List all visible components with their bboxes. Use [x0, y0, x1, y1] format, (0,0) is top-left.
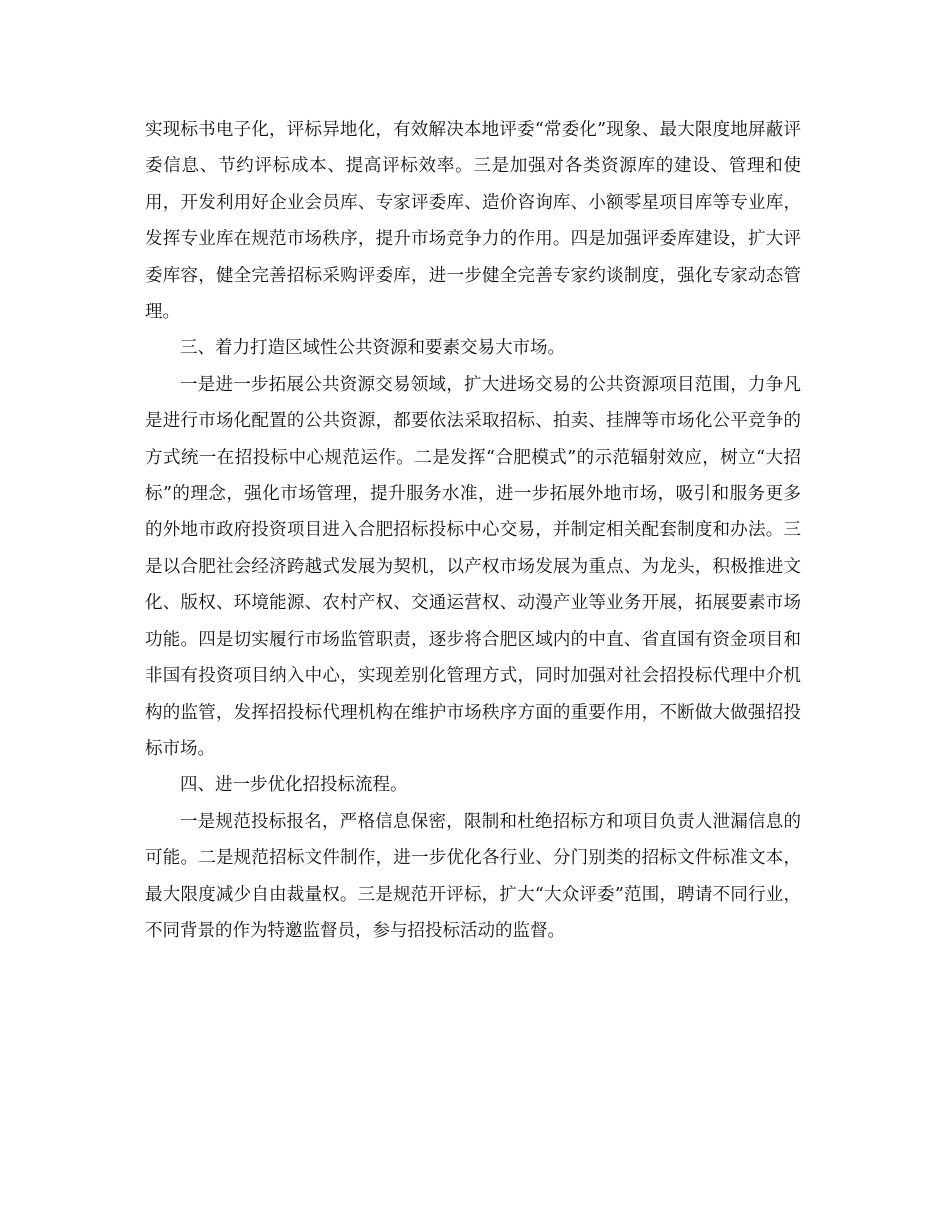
section-heading-four: 四、进一步优化招投标流程。 [180, 775, 408, 796]
document-body [145, 112, 801, 949]
paragraph-continuation: 实现标书电子化，评标异地化，有效解决本地评委“常委化”现象、最大限度地屏蔽评委信息、节约评标成本、提高评标效率。三是加强对各类资源库的建设、管理和使用，开发利用好企业会员库、专家评委库、造价咨询库、小额零星项目库等专业库，发挥专业库在规范市场秩序，提升市场竞争力的作用。四是加强评委库建设，扩大评委库容，健全完善招标采购评委库，进一步健全完善专家约谈制度，强化专家动态管理。 [145, 120, 801, 323]
paragraph-section-four: 一是规范投标报名，严格信息保密，限制和杜绝招标方和项目负责人泄漏信息的可能。二是规范招标文件制作，进一步优化各行业、分门别类的招标文件标准文本，最大限度减少自由裁量权。三是规范开评标，扩大“大众评委”范围，聘请不同行业，不同背景的作为特邀监督员，参与招投标活动的监督。 [145, 811, 801, 941]
paragraph-section-three: 一是进一步拓展公共资源交易领域，扩大进场交易的公共资源项目范围，力争凡是进行市场化配置的公共资源，都要依法采取招标、拍卖、挂牌等市场化公平竞争的方式统一在招投标中心规范运作。二是发挥“合肥模式”的示范辐射效应，树立“大招标”的理念，强化市场管理，提升服务水准，进一步拓展外地市场，吸引和服务更多的外地市政府投资项目进入合肥招标投标中心交易，并制定相关配套制度和办法。三是以合肥社会经济跨越式发展为契机，以产权市场发展为重点、为龙头，积极推进文化、版权、环境能源、农村产权、交通运营权、动漫产业等业务开展，拓展要素市场功能。四是切实履行市场监管职责，逐步将合肥区域内的中直、省直国有资金项目和非国有投资项目纳入中心，实现差别化管理方式，同时加强对社会招投标代理中介机构的监管，发挥招投标代理机构在维护市场秩序方面的重要作用，不断做大做强招投标市场。 [145, 374, 801, 759]
section-heading-three: 三、着力打造区域性公共资源和要素交易大市场。 [180, 338, 565, 359]
